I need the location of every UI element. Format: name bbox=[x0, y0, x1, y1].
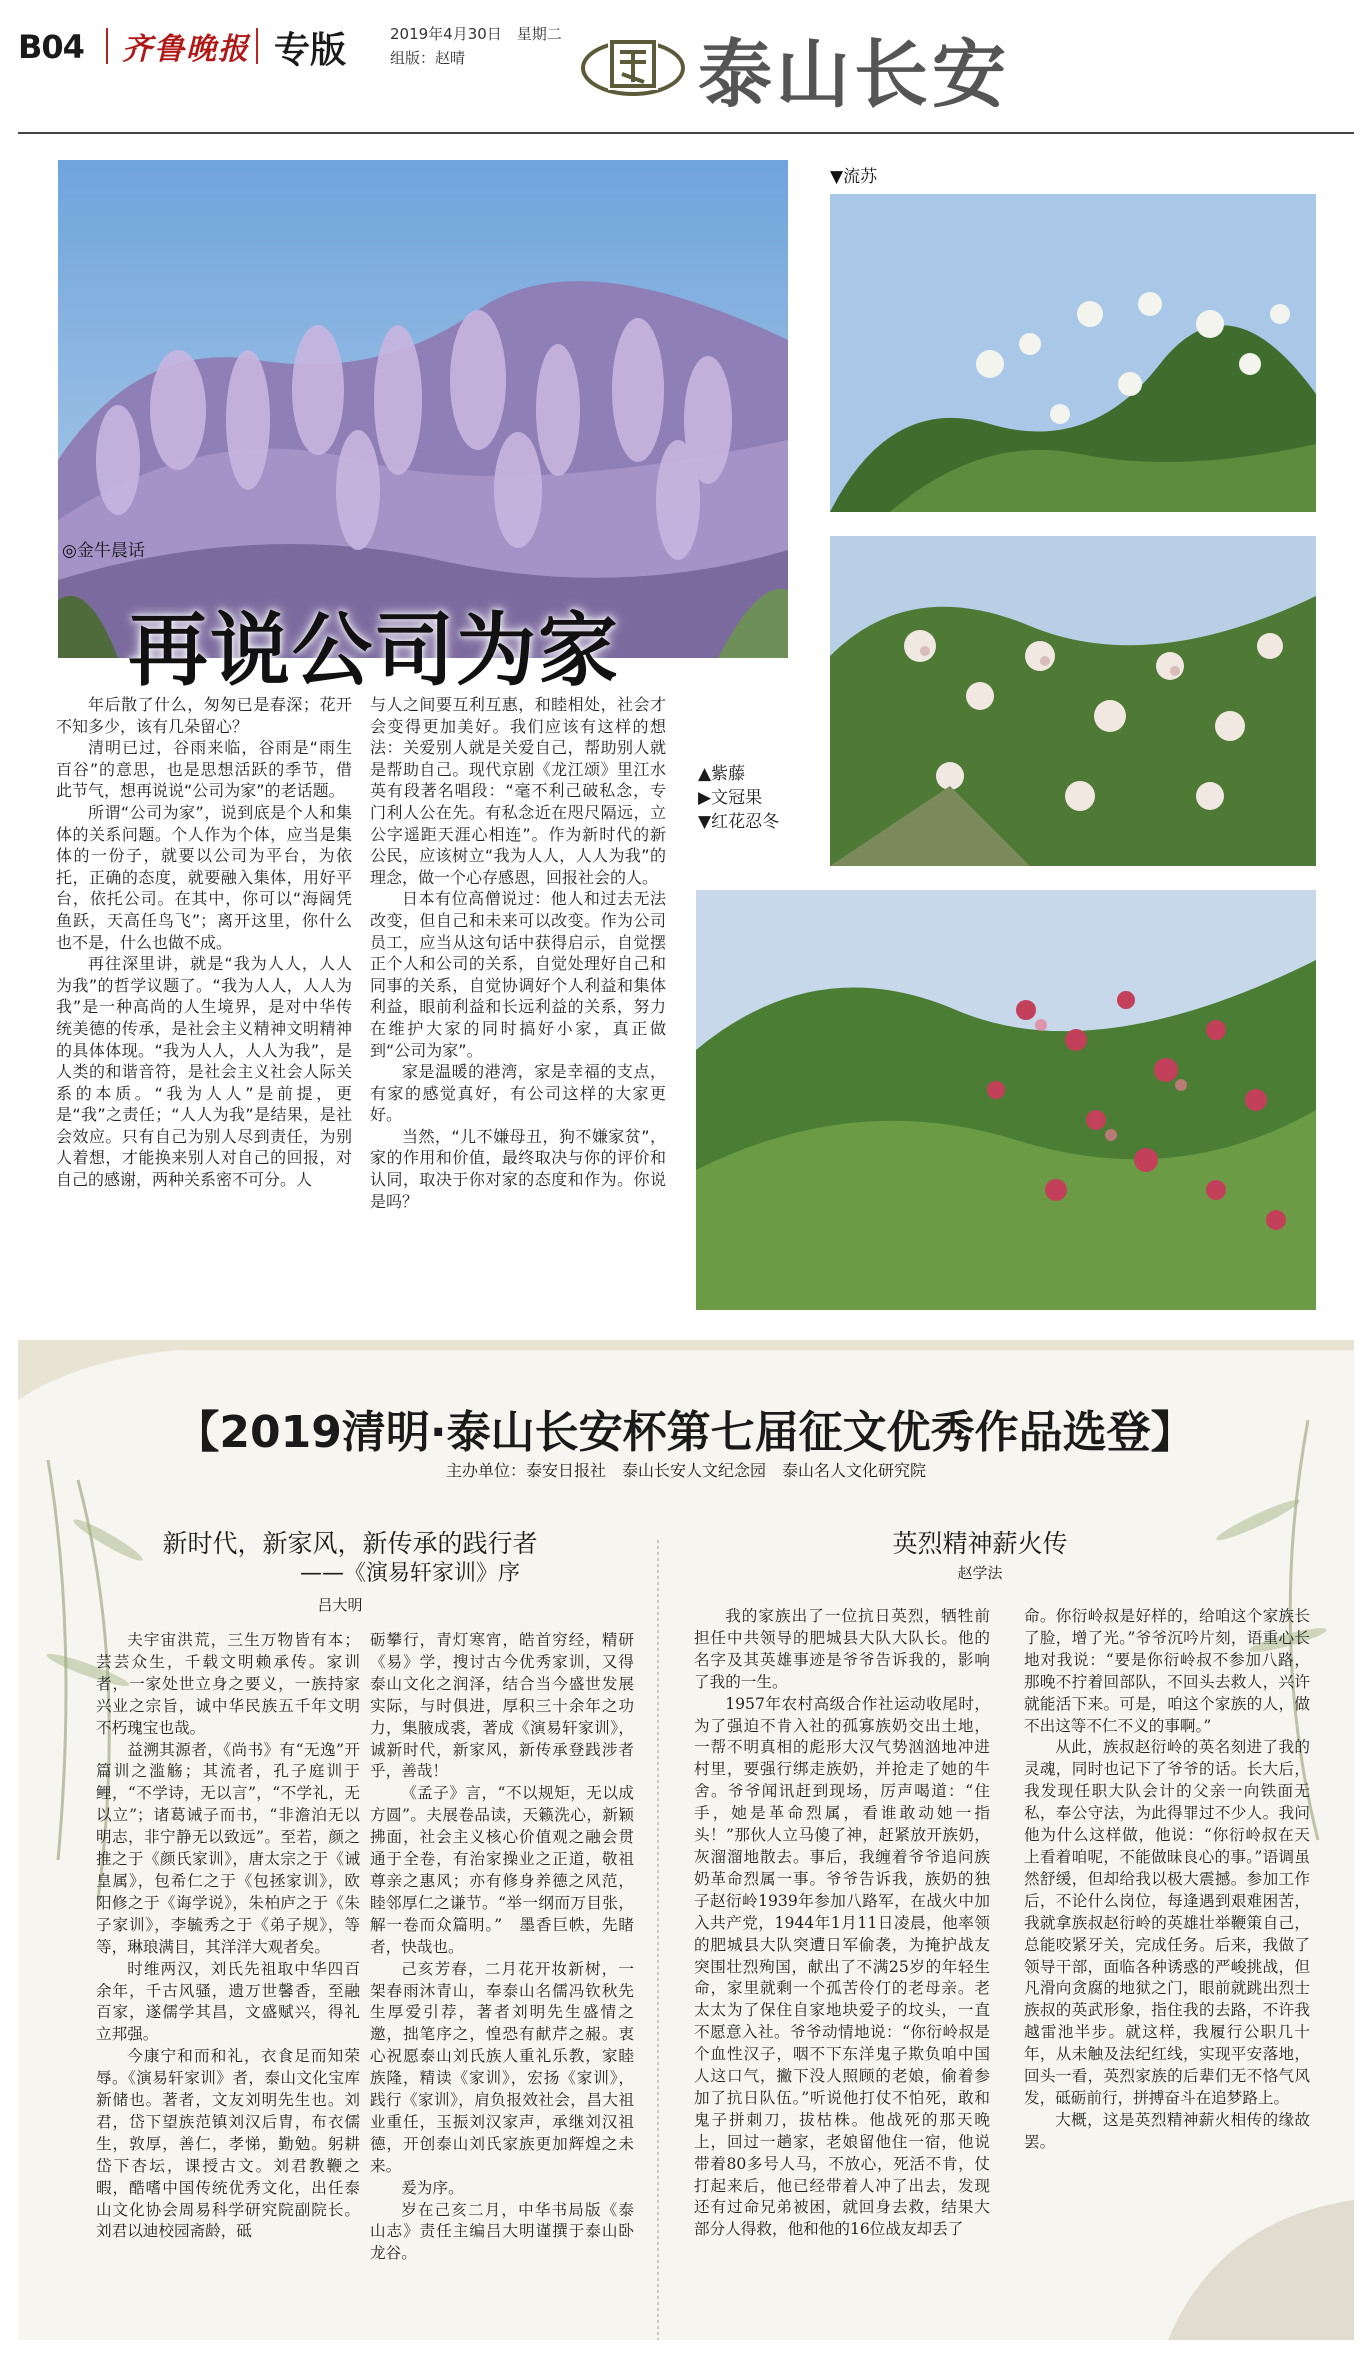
caption-wisteria: ▲紫藤 bbox=[698, 764, 746, 784]
article-paragraph: 日本有位高僧说过：他人和过去无法改变，但自己和未来可以改变。作为公司员工，应当从这句话中获得启示，自觉摆正个人和公司的关系，自觉处理好自己和同事的关系，自觉协调好个人利益和集体利益，眼前利益和长远利益的关系，努力在维护大家的同时搞好小家，真正做到“公司为家”。 bbox=[370, 889, 666, 1060]
header-rule bbox=[18, 132, 1354, 134]
masthead-title: 泰山长安 bbox=[698, 32, 1010, 118]
essay-right-col-1 bbox=[694, 1606, 990, 2241]
essay-left-col-2 bbox=[370, 1630, 634, 2265]
issue-date: 2019年4月30日 星期二 bbox=[390, 25, 562, 43]
essay-paragraph: 命。你衍岭叔是好样的，给咱这个家族长了脸，增了光。”爷爷沉吟片刻，语重心长地对我说：“要是你衍岭叔不参加八路，那晚不拧着回部队，不回头去救人，兴许就能活下来。可是，咱这个家族的人，做不出这等不仁不义的事啊。” bbox=[1024, 1607, 1310, 1735]
essay-left-col-1 bbox=[96, 1630, 360, 2243]
article-paragraph: 清明已过，谷雨来临，谷雨是“雨生百谷”的意思，也是思想活跃的季节，借此节气，想再说说“公司为家”的老话题。 bbox=[56, 738, 352, 801]
essay-right-col-2 bbox=[1024, 1606, 1310, 2154]
article-paragraph: 再往深里讲，就是“我为人人，人人为我”的哲学议题了。“我为人人，人人为我”是一种高尚的人生境界，是对中华传统美德的传承，是社会主义精神文明精神的具体体现。“我为人人，人人为我”，是人类的和谐音符，是社会主义社会人际关系的本质。“我为人人”是前提，更是“我”之责任；“人人为我”是结果，是社会效应。只有自己为别人尽到责任，为别人着想，才能换来别人对自己的回报，对自己的感谢，两种关系密不可分。人 bbox=[56, 954, 352, 1190]
header-divider bbox=[256, 28, 258, 64]
essay-paragraph: 益溯其源者，《尚书》有“无逸”开篇训之滥觞；其流者，孔子庭训于鲤，“不学诗，无以言”，“不学礼，无以立”；诸葛诫子而书，“非澹泊无以明志，非宁静无以致远”。至若，颜之推之于《颜氏家训》，唐太宗之于《诫皇属》，包希仁之于《包拯家训》，欧阳修之于《诲学说》，朱柏庐之于《朱子家训》，李毓秀之于《弟子规》，等等，琳琅满目，其洋洋大观者矣。 bbox=[96, 1740, 360, 1956]
article-paragraph: 年后散了什么，匆匆已是春深；花开不知多少，该有几朵留心？ bbox=[56, 695, 352, 736]
article-title: 再说公司为家 bbox=[128, 604, 620, 697]
section-label: 专版 bbox=[274, 30, 347, 71]
honeysuckle-photo bbox=[696, 890, 1316, 1310]
essay-paragraph: 《孟子》言，“不以规矩，无以成方圆”。夫展卷品读，天籁洗心，新颖拂面，社会主义核心价值观之融会贯通于全卷，有治家操业之正道，敬祖尊亲之惠风；亦有修身养德之风范，睦邻厚仁之谦节。“举一纲而万目张，解一卷而众篇明。” 墨香巨帙，先睹者，快哉也。 bbox=[370, 1784, 634, 1956]
essay-paragraph: 今康宁和而和礼，衣食足而知荣辱。《演易轩家训》者，泰山文化宝库新储也。著者，文友刘明先生也。刘君，岱下望族范镇刘汉后胄，布衣儒生，敦厚，善仁，孝悌，勤勉。躬耕岱下杏坛，课授古文。刘君教鞭之暇，酷嗜中国传统优秀文化，出任泰山文化协会周易科学研究院副院长。刘君以迪校园斋龄，砥 bbox=[96, 2047, 360, 2241]
article-column-2 bbox=[370, 694, 666, 1212]
contest-title: 【2019清明·泰山长安杯第七届征文优秀作品选登】 bbox=[175, 1407, 1195, 1458]
essay-title-left: 新时代，新家风，新传承的践行者 bbox=[162, 1529, 538, 1558]
article-column-1 bbox=[56, 694, 352, 1191]
essay-paragraph: 从此，族叔赵衍岭的英名刻进了我的灵魂，同时也记下了爷爷的话。长大后，我发现任职大队会计的父亲一向铁面无私，奉公守法，为此得罪过不少人。我问他为什么这样做，他说：“你衍岭叔在天上看着咱呢，不能做昧良心的事。”语调虽然舒缓，但却给我以极大震撼。参加工作后，不论什么岗位，每逢遇到艰难困苦，我就拿族叔赵衍岭的英雄壮举鞭策自己，总能咬紧牙关，完成任务。后来，我做了领导干部，面临各种诱惑的严峻挑战，但凡滑向贪腐的地狱之门，眼前就跳出烈士族叔的英武形象，指住我的去路，不许我越雷池半步。就这样，我履行公职几十年，从未触及法纪红线，实现平安落地，回头一看，英烈家族的后辈们无不恪气风发，砥砺前行，拼搏奋斗在追梦路上。 bbox=[1024, 1738, 1310, 2107]
photo-credit: ▼流苏 bbox=[830, 167, 878, 187]
essay-subtitle-left: ——《演易轩家训》序 bbox=[299, 1561, 520, 1586]
masthead-logo-icon bbox=[578, 30, 688, 100]
contest-sponsors: 主办单位：泰安日报社 泰山长安人文纪念园 泰山名人文化研究院 bbox=[445, 1461, 926, 1480]
photo-captions bbox=[698, 762, 779, 834]
essay-paragraph: 大概，这是英烈精神薪火相传的缘故罢。 bbox=[1024, 2110, 1310, 2151]
newspaper-name: 齐鲁晚报 bbox=[122, 32, 250, 67]
header-divider bbox=[106, 28, 108, 64]
article-paragraph: 与人之间要互利互惠，和睦相处，社会才会变得更加美好。我们应该有这样的想法：关爱别人就是关爱自己，帮助别人就是帮助自己。现代京剧《龙江颂》里江水英有段著名唱段：“毫不利己破私念，专门利人公在先。有私念近在咫尺隔远，立公字遥距天涯心相连”。作为新时代的新公民，应该树立“我为人人，人人为我”的理念，做一个心存感恩，回报社会的人。 bbox=[370, 695, 666, 887]
essay-paragraph: 岁在己亥二月，中华书局版《泰山志》责任主编吕大明谨撰于泰山卧龙谷。 bbox=[370, 2200, 634, 2263]
wisteria-photo bbox=[58, 160, 788, 658]
essay-title-right: 英烈精神薪火传 bbox=[892, 1529, 1068, 1558]
essay-paragraph: 1957年农村高级合作社运动收尾时，为了强迫不肯入社的孤寡族奶交出土地，一帮不明真相的彪形大汉气势汹汹地冲进村里，要强行绑走族奶，并抢走了她的牛舍。爷爷闻讯赶到现场，厉声喝道：“住手，她是革命烈属，看谁敢动她一指头！”那伙人立马傻了神，赶紧放开族奶，灰溜溜地散去。事后，我缠着爷爷追问族奶革命烈属一事。爷爷告诉我，族奶的独子赵衍岭1939年参加八路军，在战火中加入共产党，1944年1月11日凌晨，他率领的肥城县大队突遭日军偷袭，为掩护战友突围壮烈殉国，献出了不满25岁的年轻生命，家里就剩一个孤苦伶仃的老母亲。老太太为了保住自家地块爱子的坟头，一直不愿意入社。爷爷动情地说：“你衍岭叔是个血性汉子，咽不下东洋鬼子欺负咱中国人这口气，撇下没人照顾的老娘，偷着参加了抗日队伍。”听说他打仗不怕死，敢和鬼子拼刺刀，拔枯株。他战死的那天晚上，回过一趟家，老娘留他住一宿，他说带着80多号人马，不放心，死活不肯，仗打起来后，他已经带着人冲了出去，发现还有过命兄弟被困，就回身去救，结果大部分人得救，他和他的16位战友却丢了 bbox=[694, 1694, 990, 2239]
header-meta bbox=[390, 22, 562, 70]
article-paragraph: 家是温暖的港湾，家是幸福的支点，有家的感觉真好，有公司这样的大家更好。 bbox=[370, 1062, 666, 1125]
article-paragraph: 当然，“儿不嫌母丑，狗不嫌家贫”，家的作用和价值，最终取决与你的评价和认同，取决于你对家的态度和作为。你说是吗？ bbox=[370, 1126, 666, 1211]
caption-yellowhorn: ▶文冠果 bbox=[698, 788, 763, 808]
fringe-tree-photo bbox=[830, 194, 1316, 512]
photo-credit: ◎金牛晨话 bbox=[62, 541, 145, 561]
essay-author-right: 赵学法 bbox=[957, 1564, 1003, 1582]
editor-line: 组版：赵晴 bbox=[390, 49, 466, 67]
essay-paragraph: 夫宇宙洪荒，三生万物皆有本；芸芸众生，千载文明赖承传。家训者，一家处世立身之要义，一族持家兴业之宗旨，诚中华民族五千年文明不朽瑰宝也哉。 bbox=[96, 1631, 360, 1737]
essay-paragraph: 爰为序。 bbox=[401, 2178, 464, 2197]
essay-author-left: 吕大明 bbox=[317, 1596, 363, 1614]
essay-paragraph: 时维两汉，刘氏先祖取中华四百余年，千古风骚，遗万世馨香，至融百家，遂儒学其昌，文盛赋兴，得礼立邦强。 bbox=[96, 1959, 360, 2044]
article-paragraph: 所谓“公司为家”，说到底是个人和集体的关系问题。个人作为个体，应当是集体的一份子，就要以公司为平台，为依托，正确的态度，就要融入集体，用好平台，依托公司。在其中，你可以“海阔凭鱼跃，天高任鸟飞”；离开这里，你什么也不是，什么也做不成。 bbox=[56, 802, 352, 952]
essay-paragraph: 己亥芳春，二月花开妆新树，一架春雨沐青山，奉泰山名儒冯钦秋先生厚爱引荐，著者刘明先生盛情之邀，拙笔序之，惶恐有献芹之赧。衷心祝愿泰山刘氏族人重礼乐教，家睦族隆，精读《家训》，宏扬《家训》，践行《家训》，肩负报效社会，昌大祖业重任，玉振刘汉家声，承继刘汉祖德，开创泰山刘氏家族更加辉煌之未来。 bbox=[370, 1959, 634, 2175]
caption-honeysuckle: ▼红花忍冬 bbox=[698, 812, 780, 832]
yellowhorn-photo bbox=[830, 536, 1316, 866]
essay-paragraph: 我的家族出了一位抗日英烈，牺牲前担任中共领导的肥城县大队大队长。他的名字及其英雄事迹是爷爷告诉我的，影响了我的一生。 bbox=[694, 1607, 990, 1691]
essay-paragraph: 砺攀行，青灯寒宵，皓首穷经，精研《易》学，搜讨古今优秀家训，又得泰山文化之润泽，结合当今盛世发展实际，与时俱进，厚积三十余年之功力，集腋成裘，著成《演易轩家训》，诚新时代，新家风，新传承登践涉者乎，善哉！ bbox=[370, 1631, 634, 1781]
page-number: B04 bbox=[18, 28, 84, 66]
